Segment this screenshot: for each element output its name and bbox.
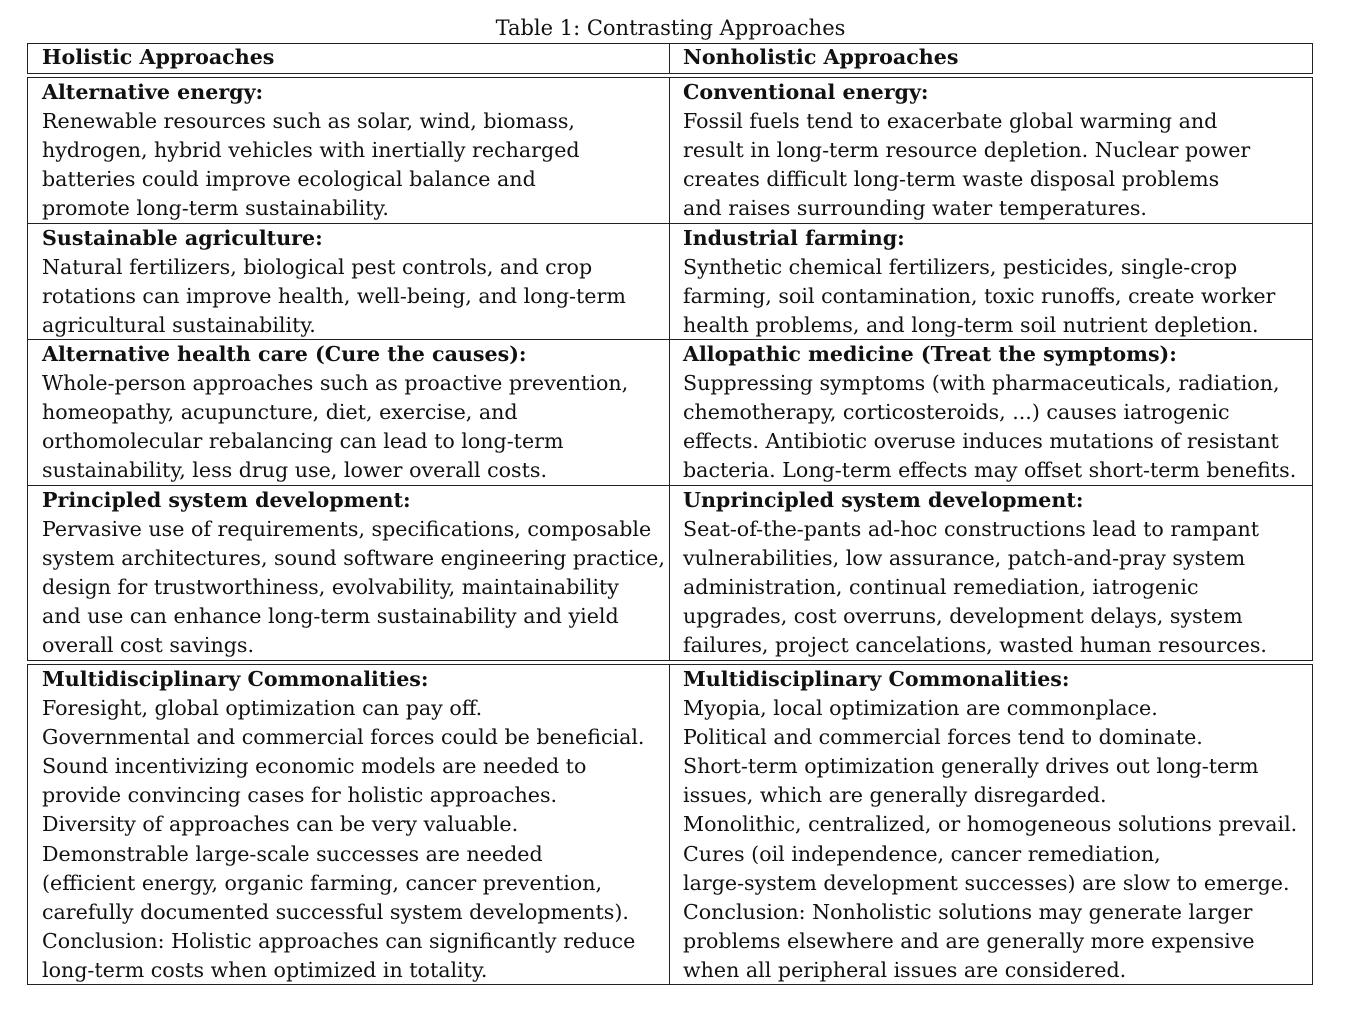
cell-line: problems elsewhere and are generally more expensive: [683, 928, 1255, 953]
cell-line: Governmental and commercial forces could be beneficial.: [42, 725, 645, 750]
cell-alternative-health-care: [42, 340, 662, 485]
column-divider: [669, 78, 670, 660]
cell-line: provide convincing cases for holistic approaches.: [42, 783, 558, 808]
cell-sustainable-agriculture: [42, 224, 662, 340]
cell-line: Conclusion: Holistic approaches can significantly reduce: [42, 928, 636, 953]
cell-line: Myopia, local optimization are commonplace.: [683, 696, 1158, 721]
header-nonholistic: Nonholistic Approaches: [683, 45, 959, 69]
cell-line: issues, which are generally disregarded.: [683, 783, 1107, 808]
table-header: [27, 43, 1313, 74]
cell-line: Diversity of approaches can be very valuable.: [42, 812, 519, 837]
cell-line: result in long-term resource depletion. Nuclear power: [683, 138, 1251, 163]
cell-line: carefully documented successful system developments).: [42, 899, 629, 924]
cell-line: Pervasive use of requirements, specifications, composable: [42, 517, 652, 542]
cell-line: Conclusion: Nonholistic solutions may generate larger: [683, 899, 1253, 924]
cell-line: Seat-of-the-pants ad-hoc constructions lead to rampant: [683, 517, 1259, 542]
table-caption: Table 1: Contrasting Approaches: [495, 16, 846, 40]
cell-title: Unprincipled system development:: [683, 488, 1084, 512]
cell-industrial-farming: [683, 224, 1308, 340]
header-holistic: Holistic Approaches: [42, 45, 275, 69]
cell-nonholistic-commonalities: [683, 665, 1308, 985]
cell-line: and raises surrounding water temperatures.: [683, 196, 1147, 221]
cell-line: upgrades, cost overruns, development delays, system: [683, 604, 1243, 629]
column-divider: [669, 665, 670, 984]
cell-line: when all peripheral issues are considered.: [683, 957, 1127, 982]
cell-line: promote long-term sustainability.: [42, 196, 389, 221]
cell-line: orthomolecular rebalancing can lead to long-term: [42, 429, 564, 454]
cell-line: large-system development successes) are slow to emerge.: [683, 870, 1290, 895]
cell-line: Renewable resources such as solar, wind, biomass,: [42, 109, 575, 134]
cell-principled-system-development: [42, 486, 665, 661]
cell-line: effects. Antibiotic overuse induces mutations of resistant: [683, 429, 1279, 454]
cell-line: and use can enhance long-term sustainability and yield: [42, 604, 619, 629]
cell-line: (efficient energy, organic farming, cancer prevention,: [42, 870, 603, 895]
cell-line: Sound incentivizing economic models are needed to: [42, 754, 587, 779]
cell-line: Short-term optimization generally drives out long-term: [683, 754, 1259, 779]
cell-line: Fossil fuels tend to exacerbate global warming and: [683, 109, 1218, 134]
cell-unprincipled-system-development: [683, 486, 1308, 661]
cell-title: Conventional energy:: [683, 80, 929, 104]
cell-line: overall cost savings.: [42, 633, 255, 658]
column-divider: [669, 44, 670, 73]
cell-line: Foresight, global optimization can pay off.: [42, 696, 483, 721]
cell-title: Industrial farming:: [683, 226, 905, 250]
cell-line: Monolithic, centralized, or homogeneous solutions prevail.: [683, 812, 1298, 837]
cell-line: Whole-person approaches such as proactive prevention,: [42, 371, 629, 396]
cell-line: vulnerabilities, low assurance, patch-and-pray system: [683, 546, 1246, 571]
cell-title: Principled system development:: [42, 488, 411, 512]
cell-line: hydrogen, hybrid vehicles with inertially recharged: [42, 138, 580, 163]
table-summary: [27, 664, 1313, 985]
cell-title: Alternative health care (Cure the causes):: [42, 342, 527, 366]
cell-line: agricultural sustainability.: [42, 313, 316, 338]
cell-line: chemotherapy, corticosteroids, ...) causes iatrogenic: [683, 400, 1230, 425]
cell-title: Alternative energy:: [42, 80, 264, 104]
cell-line: Demonstrable large-scale successes are needed: [42, 841, 543, 866]
cell-line: health problems, and long-term soil nutrient depletion.: [683, 313, 1259, 338]
cell-alternative-energy: [42, 78, 662, 223]
cell-line: creates difficult long-term waste disposal problems: [683, 167, 1220, 192]
cell-line: Cures (oil independence, cancer remediation,: [683, 841, 1161, 866]
cell-title: Multidisciplinary Commonalities:: [683, 667, 1070, 691]
cell-line: long-term costs when optimized in totality.: [42, 957, 488, 982]
cell-title: Multidisciplinary Commonalities:: [42, 667, 429, 691]
cell-line: rotations can improve health, well-being, and long-term: [42, 284, 626, 309]
cell-line: farming, soil contamination, toxic runoffs, create worker: [683, 284, 1276, 309]
cell-holistic-commonalities: [42, 665, 662, 985]
cell-line: failures, project cancelations, wasted human resources.: [683, 633, 1267, 658]
cell-conventional-energy: [683, 78, 1308, 223]
cell-line: design for trustworthiness, evolvability, maintainability: [42, 575, 619, 600]
cell-line: batteries could improve ecological balance and: [42, 167, 536, 192]
cell-line: Political and commercial forces tend to dominate.: [683, 725, 1203, 750]
cell-line: Natural fertilizers, biological pest controls, and crop: [42, 255, 593, 280]
cell-line: sustainability, less drug use, lower overall costs.: [42, 458, 548, 483]
cell-allopathic-medicine: [683, 340, 1308, 485]
cell-line: Suppressing symptoms (with pharmaceuticals, radiation,: [683, 371, 1280, 396]
cell-line: bacteria. Long-term effects may offset short-term benefits.: [683, 458, 1297, 483]
cell-line: Synthetic chemical fertilizers, pesticides, single-crop: [683, 255, 1238, 280]
cell-line: administration, continual remediation, iatrogenic: [683, 575, 1199, 600]
cell-title: Sustainable agriculture:: [42, 226, 323, 250]
cell-line: system architectures, sound software engineering practice,: [42, 546, 665, 571]
cell-title: Allopathic medicine (Treat the symptoms):: [683, 342, 1177, 366]
table-body: [27, 77, 1313, 661]
cell-line: homeopathy, acupuncture, diet, exercise, and: [42, 400, 518, 425]
